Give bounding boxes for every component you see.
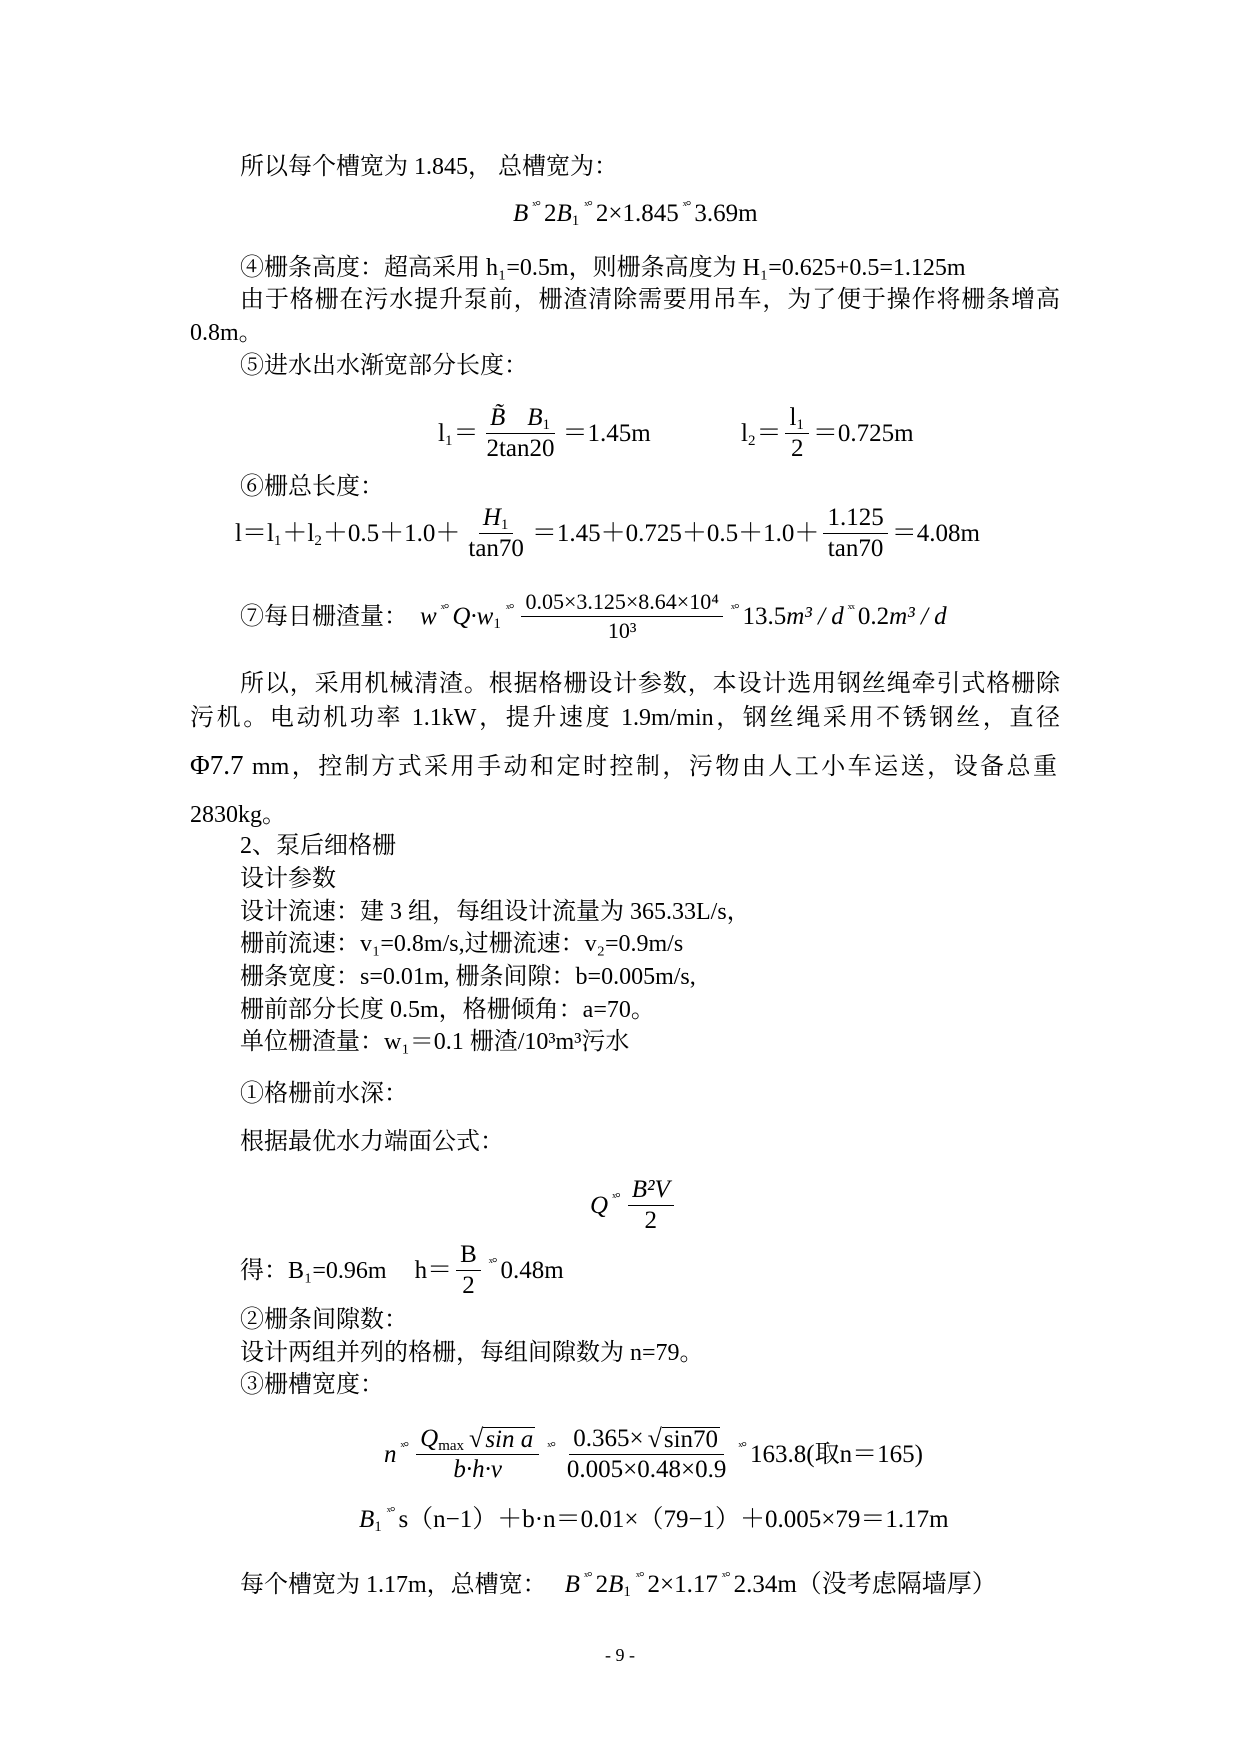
formula-term: ＋l: [282, 519, 315, 547]
equals-symbol: ˣ°: [547, 1439, 555, 1455]
formula-result: s（n−1）＋b·n＝0.01×（79−1）＋0.005×79＝1.17m: [398, 1506, 949, 1533]
numerator: [416, 1424, 539, 1455]
text-line: 所以，采用机械清渣。根据格栅设计参数，本设计选用钢丝绳牵引式格栅除: [240, 671, 1060, 697]
text-line: ③栅槽宽度：: [240, 1372, 384, 1398]
subscript: 1: [542, 417, 551, 433]
subscript: 1: [444, 432, 453, 449]
coefficient: 2: [595, 1571, 609, 1598]
formula-result: 2.34m（没考虑隔墙厚）: [733, 1571, 997, 1598]
subscript: 1: [796, 417, 804, 433]
total-width-formula-2: [240, 1569, 997, 1601]
subscript: 2: [314, 532, 322, 549]
var-b1: B: [608, 1571, 624, 1598]
text-line: ④栅条高度：超高采用 h₁=0.5m，则栅条高度为 H₁=0.625+0.5=1.125m: [240, 255, 966, 281]
equals-symbol: ˣ°: [386, 1505, 395, 1520]
text-line: [190, 749, 1057, 783]
total-length-formula: [235, 503, 980, 564]
text-line: 2830kg。: [190, 802, 286, 828]
fraction: [823, 503, 887, 564]
equals-symbol: ˣ°: [738, 1439, 747, 1455]
formula-result: ＝4.08m: [891, 519, 980, 547]
var-l: l: [789, 404, 797, 431]
diameter-value: Φ7.7: [190, 750, 244, 780]
equals-sign: ＝: [756, 419, 782, 447]
numerator: B²V: [628, 1175, 674, 1206]
formula-term: 13.5: [742, 602, 787, 630]
text-line: 栅前部分长度 0.5m，格栅倾角：a=70。: [240, 997, 655, 1023]
equals-symbol: ˣ°: [584, 199, 592, 214]
text-run: 得：B₁=0.96m: [240, 1257, 387, 1284]
subscript: 1: [623, 1584, 631, 1600]
total-width-formula: [513, 198, 758, 230]
formula-result: 0.48m: [500, 1256, 564, 1284]
formula-term: ＋0.5＋1.0＋: [322, 519, 461, 547]
var-b: B: [513, 200, 529, 227]
text-run: 每个槽宽为 1.17m，总槽宽：: [240, 1572, 547, 1598]
text-line: ①格栅前水深：: [240, 1081, 408, 1107]
denominator: 10³: [607, 618, 637, 643]
fraction: [482, 403, 558, 464]
formula-result: 3.69m: [694, 200, 758, 227]
equals-symbol: ˣ°: [682, 199, 691, 214]
var-b1: B: [359, 1506, 375, 1533]
page-number: - 9 -: [605, 1645, 635, 1665]
text-line: 设计两组并列的格栅，每组间隙数为 n=79。: [240, 1340, 704, 1366]
transition-length-l1-formula: [438, 403, 651, 464]
numerator: 0.05×3.125×8.64×10⁴: [521, 588, 722, 617]
var-b1: B: [556, 200, 572, 227]
equals-symbol: ˣ°: [721, 1570, 730, 1585]
formula-term: 2×1.845: [595, 200, 679, 227]
equals-symbol: ˣ°: [730, 601, 739, 617]
coefficient: 2: [543, 200, 557, 227]
denominator: 2: [462, 1272, 475, 1299]
daily-screenings-formula: [240, 588, 947, 645]
text-line: 栅前流速：v₁=0.8m/s,过栅流速：v₂=0.9m/s: [240, 931, 684, 957]
water-depth-result: [240, 1240, 564, 1301]
unit: m³ / d: [889, 602, 947, 630]
numerator: [569, 1424, 724, 1455]
radical-sign: √: [647, 1424, 662, 1453]
text-line: 单位栅渣量：w₁＝0.1 栅渣/10³m³污水: [240, 1029, 630, 1055]
hydraulic-section-formula: [590, 1175, 678, 1236]
denominator: 0.005×0.48×0.9: [566, 1456, 727, 1483]
equals-symbol: ˣ°: [440, 601, 449, 617]
equals-symbol: ˣˣ: [847, 601, 854, 617]
var-h: h＝: [414, 1256, 453, 1284]
section-heading: 2、泵后细格栅: [240, 833, 396, 859]
denominator: 2: [790, 435, 804, 462]
equals-symbol: ˣ°: [400, 1439, 409, 1455]
subscript: 2: [747, 432, 756, 449]
var-l: l: [438, 419, 445, 447]
var-b-tilde: B̃: [489, 404, 506, 431]
formula-term: 0.365×: [573, 1425, 644, 1452]
text-line: 由于格栅在污水提升泵前，栅渣清除需要用吊车，为了便于操作将栅条增高: [240, 287, 1060, 313]
text-line: 污机。电动机功率 1.1kW，提升速度 1.9m/min，钢丝绳采用不锈钢丝，直径: [190, 705, 1060, 731]
equals-symbol: ˣ°: [635, 1570, 644, 1585]
formula-term: ＝1.45＋0.725＋0.5＋1.0＋: [531, 519, 820, 547]
var-q-w: Q·w: [452, 602, 494, 630]
radical-sign: √: [469, 1424, 484, 1453]
numerator: 1.125: [823, 503, 887, 534]
numerator: B: [456, 1240, 481, 1271]
formula-result: ＝0.725m: [812, 419, 914, 447]
equals-symbol: ˣ°: [583, 1570, 592, 1585]
text-line: ⑥栅总长度：: [240, 474, 384, 500]
denominator: 2tan20: [486, 435, 555, 462]
text-line: 设计参数: [240, 866, 336, 892]
fraction: [456, 1240, 481, 1301]
formula-result: 163.8(取n＝165): [750, 1440, 923, 1468]
var-b: B: [564, 1571, 580, 1598]
fraction: [785, 403, 808, 464]
subscript: 1: [571, 213, 580, 229]
gap-count-formula: [384, 1424, 923, 1485]
equals-symbol: ˣ°: [488, 1255, 497, 1271]
transition-length-l2-formula: [741, 403, 914, 464]
text-line: 根据最优水力端面公式：: [240, 1129, 504, 1155]
unit: m³ / d: [786, 602, 844, 630]
equals-symbol: ˣ°: [505, 601, 514, 617]
numerator: [785, 403, 808, 434]
subscript: max: [438, 1438, 465, 1454]
denominator: tan70: [468, 535, 524, 562]
denominator: b·h·v: [453, 1456, 503, 1483]
equals-symbol: ˣ°: [612, 1190, 620, 1206]
text-line: 设计流速：建 3 组，每组设计流量为 365.33L/s，: [240, 899, 751, 925]
subscript: 1: [493, 615, 501, 632]
subscript: 1: [273, 532, 282, 549]
formula-result: ＝1.45m: [562, 419, 651, 447]
var-q: Q: [590, 1191, 609, 1219]
var-n: n: [384, 1440, 397, 1468]
radicand: sin a: [485, 1425, 534, 1453]
equals-sign: ＝: [453, 419, 479, 447]
text-run: mm，控制方式采用手动和定时控制，污物由人工小车运送，设备总重: [243, 754, 1057, 780]
numerator: [479, 503, 514, 534]
radicand: sin70: [663, 1425, 719, 1453]
var-b1: B: [527, 404, 543, 431]
subscript: 1: [374, 1519, 382, 1535]
formula-result: 0.2: [857, 602, 890, 630]
fraction: [521, 588, 722, 645]
var-w: w: [420, 602, 437, 630]
var-l: l: [741, 419, 748, 447]
fraction: [628, 1175, 674, 1236]
text-line: 0.8m。: [190, 320, 263, 346]
text-line: 所以每个槽宽为 1.845， 总槽宽为：: [240, 154, 618, 180]
text-line: 栅条宽度：s=0.01m, 栅条间隙：b=0.005m/s,: [240, 964, 696, 990]
fraction: [416, 1424, 539, 1485]
var-q: Q: [420, 1425, 439, 1452]
numerator: [486, 403, 555, 434]
equals-symbol: ˣ°: [532, 199, 540, 214]
step-label: ⑦每日栅渣量：: [240, 603, 408, 630]
fraction: [464, 503, 528, 564]
formula-term: 2×1.17: [647, 1571, 718, 1598]
text-line: ⑤进水出水渐宽部分长度：: [240, 353, 528, 379]
var-h1: H: [482, 504, 501, 531]
fraction: [563, 1424, 730, 1485]
subscript: 1: [500, 517, 509, 533]
text-line: ②栅条间隙数：: [240, 1307, 408, 1333]
formula-term: l＝l: [235, 519, 274, 547]
channel-width-formula: [359, 1504, 949, 1536]
denominator: tan70: [827, 535, 884, 562]
denominator: 2: [644, 1207, 657, 1234]
